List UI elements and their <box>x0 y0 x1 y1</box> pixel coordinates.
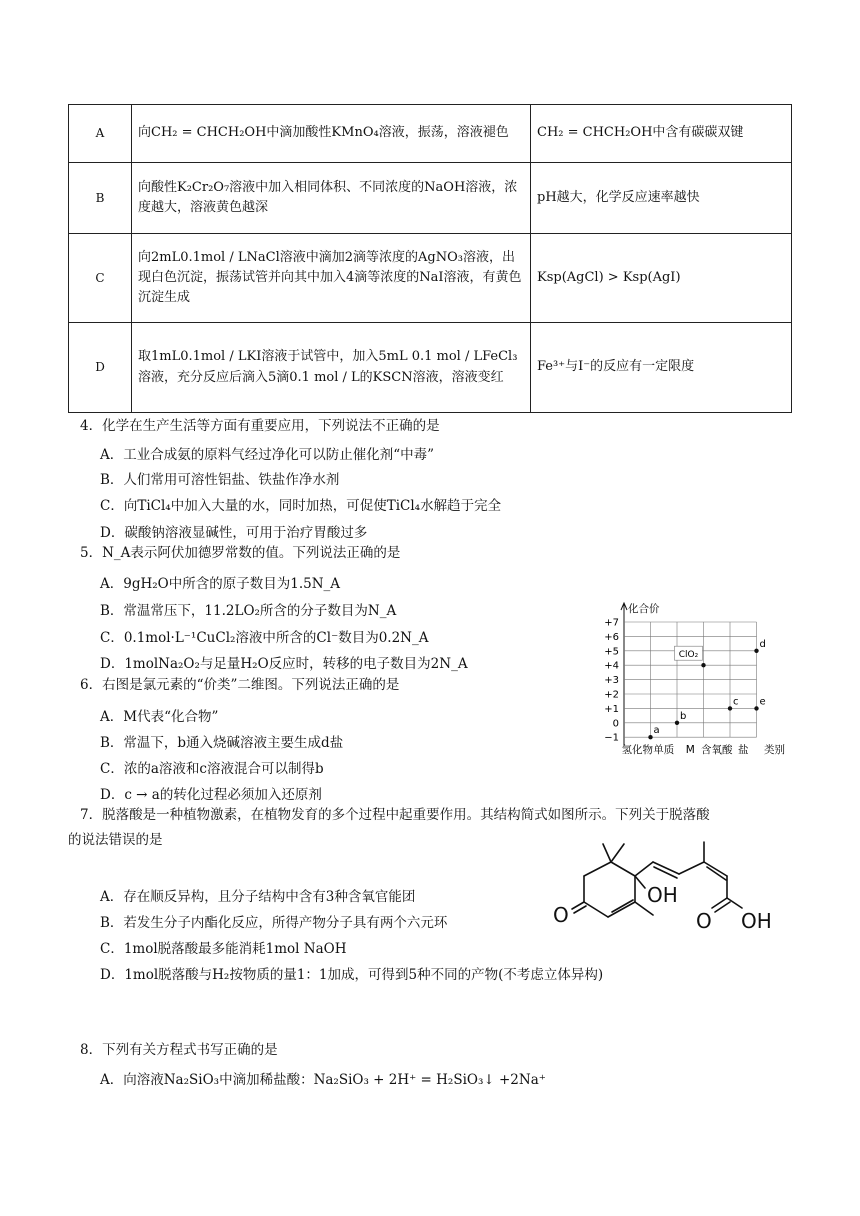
q6-stem: 6．右图是氯元素的“价类”二维图。下列说法正确的是 <box>80 677 400 693</box>
row-conclusion: Fe³⁺与I⁻的反应有一定限度 <box>531 323 792 413</box>
q8-option-a: A．向溶液Na₂SiO₃中滴加稀盐酸：Na₂SiO₃ + 2H⁺ = H₂SiO₃↓ +2Na⁺ <box>100 1072 546 1088</box>
data-point-c <box>728 706 732 710</box>
q7-option-d: D．1mol脱落酸与H₂按物质的量1：1加成，可得到5种不同的产物(不考虑立体异构) <box>100 967 604 983</box>
table-row <box>69 163 792 234</box>
chlorine-valence-chart <box>596 600 806 785</box>
q5-option-c: C．0.1mol·L⁻¹CuCl₂溶液中所含的Cl⁻数目为0.2N_A <box>100 630 429 646</box>
q7-option-b: B．若发生分子内酯化反应，所得产物分子具有两个六元环 <box>100 915 448 931</box>
row-operation: 向酸性K₂Cr₂O₇溶液中加入相同体积、不同浓度的NaOH溶液，浓度越大，溶液黄色越深 <box>132 163 531 234</box>
data-point-clo <box>701 663 705 667</box>
row-label: C <box>69 234 132 323</box>
x-axis-label: 类别 <box>764 744 785 757</box>
row-operation: 向2mL0.1mol / LNaCl溶液中滴加2滴等浓度的AgNO₃溶液，出现白色沉淀，振荡试管并向其中加入4滴等浓度的NaI溶液，有黄色沉淀生成 <box>132 234 531 323</box>
y-tick-label: +4 <box>604 660 619 672</box>
acid-oxygen-label: O <box>696 909 712 933</box>
acid-hydroxyl-label: OH <box>741 909 772 933</box>
q6-option-b: B．常温下，b通入烧碱溶液主要生成d盐 <box>100 735 344 751</box>
q5-option-d: D．1molNa₂O₂与足量H₂O反应时，转移的电子数目为2N_A <box>100 656 468 672</box>
row-operation: 向CH₂ = CHCH₂OH中滴加酸性KMnO₄溶液，振荡，溶液褪色 <box>132 105 531 163</box>
hydroxyl-label: OH <box>647 883 678 907</box>
row-conclusion: pH越大，化学反应速率越快 <box>531 163 792 234</box>
q4-option-d: D．碳酸钠溶液显碱性，可用于治疗胃酸过多 <box>100 525 368 541</box>
q7-option-a: A．存在顺反异构，且分子结构中含有3种含氧官能团 <box>100 889 416 905</box>
data-point-d <box>754 649 758 653</box>
y-axis-label: 化合价 <box>628 603 660 615</box>
table-row <box>69 105 792 163</box>
row-label: B <box>69 163 132 234</box>
q7-stem-line1: 7．脱落酸是一种植物激素，在植物发育的多个过程中起重要作用。其结构简式如图所示。下列关于脱落酸 <box>80 807 710 823</box>
point-label: b <box>680 710 687 722</box>
data-point-a <box>648 735 652 739</box>
point-label: c <box>733 696 739 708</box>
experiment-table <box>68 104 792 413</box>
y-tick-label: +2 <box>604 689 619 701</box>
q6-option-a: A．M代表“化合物” <box>100 709 219 725</box>
q6-option-d: D．c → a的转化过程必须加入还原剂 <box>100 787 322 803</box>
x-tick-label: M <box>685 744 695 757</box>
table-row <box>69 234 792 323</box>
q4-option-b: B．人们常用可溶性铝盐、铁盐作净水剂 <box>100 472 340 488</box>
point-label: a <box>653 725 660 737</box>
row-operation: 取1mL0.1mol / LKI溶液于试管中，加入5mL 0.1 mol / LFeCl₃溶液，充分反应后滴入5滴0.1 mol / L的KSCN溶液，溶液变红 <box>132 323 531 413</box>
q7-stem-line2: 的说法错误的是 <box>68 832 163 848</box>
q5-option-b: B．常温常压下，11.2LO₂所含的分子数目为N_A <box>100 603 397 619</box>
row-label: D <box>69 323 132 413</box>
q5-option-a: A．9gH₂O中所含的原子数目为1.5N_A <box>100 576 341 592</box>
q8-stem: 8．下列有关方程式书写正确的是 <box>80 1042 278 1058</box>
ketone-oxygen-label: O <box>553 903 569 927</box>
row-conclusion: Ksp(AgCl) > Ksp(AgI) <box>531 234 792 323</box>
y-tick-label: +7 <box>604 617 619 629</box>
data-point-e <box>754 706 758 710</box>
q7-option-c: C．1mol脱落酸最多能消耗1mol NaOH <box>100 941 347 957</box>
q4-option-a: A．工业合成氨的原料气经过净化可以防止催化剂“中毒” <box>100 447 435 463</box>
row-label: A <box>69 105 132 163</box>
point-label: e <box>759 696 766 708</box>
y-tick-label: +5 <box>604 646 619 658</box>
x-tick-label: 含氧酸 <box>701 744 733 757</box>
y-tick-label: +3 <box>604 675 619 687</box>
point-label: ClO₂ <box>678 650 699 661</box>
y-tick-label: 0 <box>612 718 619 730</box>
row-conclusion: CH₂ = CHCH₂OH中含有碳碳双键 <box>531 105 792 163</box>
x-tick-label: 氢化物 <box>621 744 653 757</box>
data-point-b <box>675 721 679 725</box>
q5-stem: 5．N_A表示阿伏加德罗常数的值。下列说法正确的是 <box>80 545 401 561</box>
q6-option-c: C．浓的a溶液和c溶液混合可以制得b <box>100 761 324 777</box>
table-row <box>69 323 792 413</box>
point-label: d <box>759 638 766 650</box>
y-tick-label: +1 <box>604 703 619 715</box>
x-tick-label: 盐 <box>738 744 749 757</box>
x-tick-label: 单质 <box>653 744 675 757</box>
q4-option-c: C．向TiCl₄中加入大量的水，同时加热，可促使TiCl₄水解趋于完全 <box>100 498 502 514</box>
abscisic-acid-structure <box>548 836 788 940</box>
y-tick-label: +6 <box>604 631 619 643</box>
q4-stem: 4．化学在生产生活等方面有重要应用，下列说法不正确的是 <box>80 418 440 434</box>
y-tick-label: −1 <box>604 732 619 744</box>
